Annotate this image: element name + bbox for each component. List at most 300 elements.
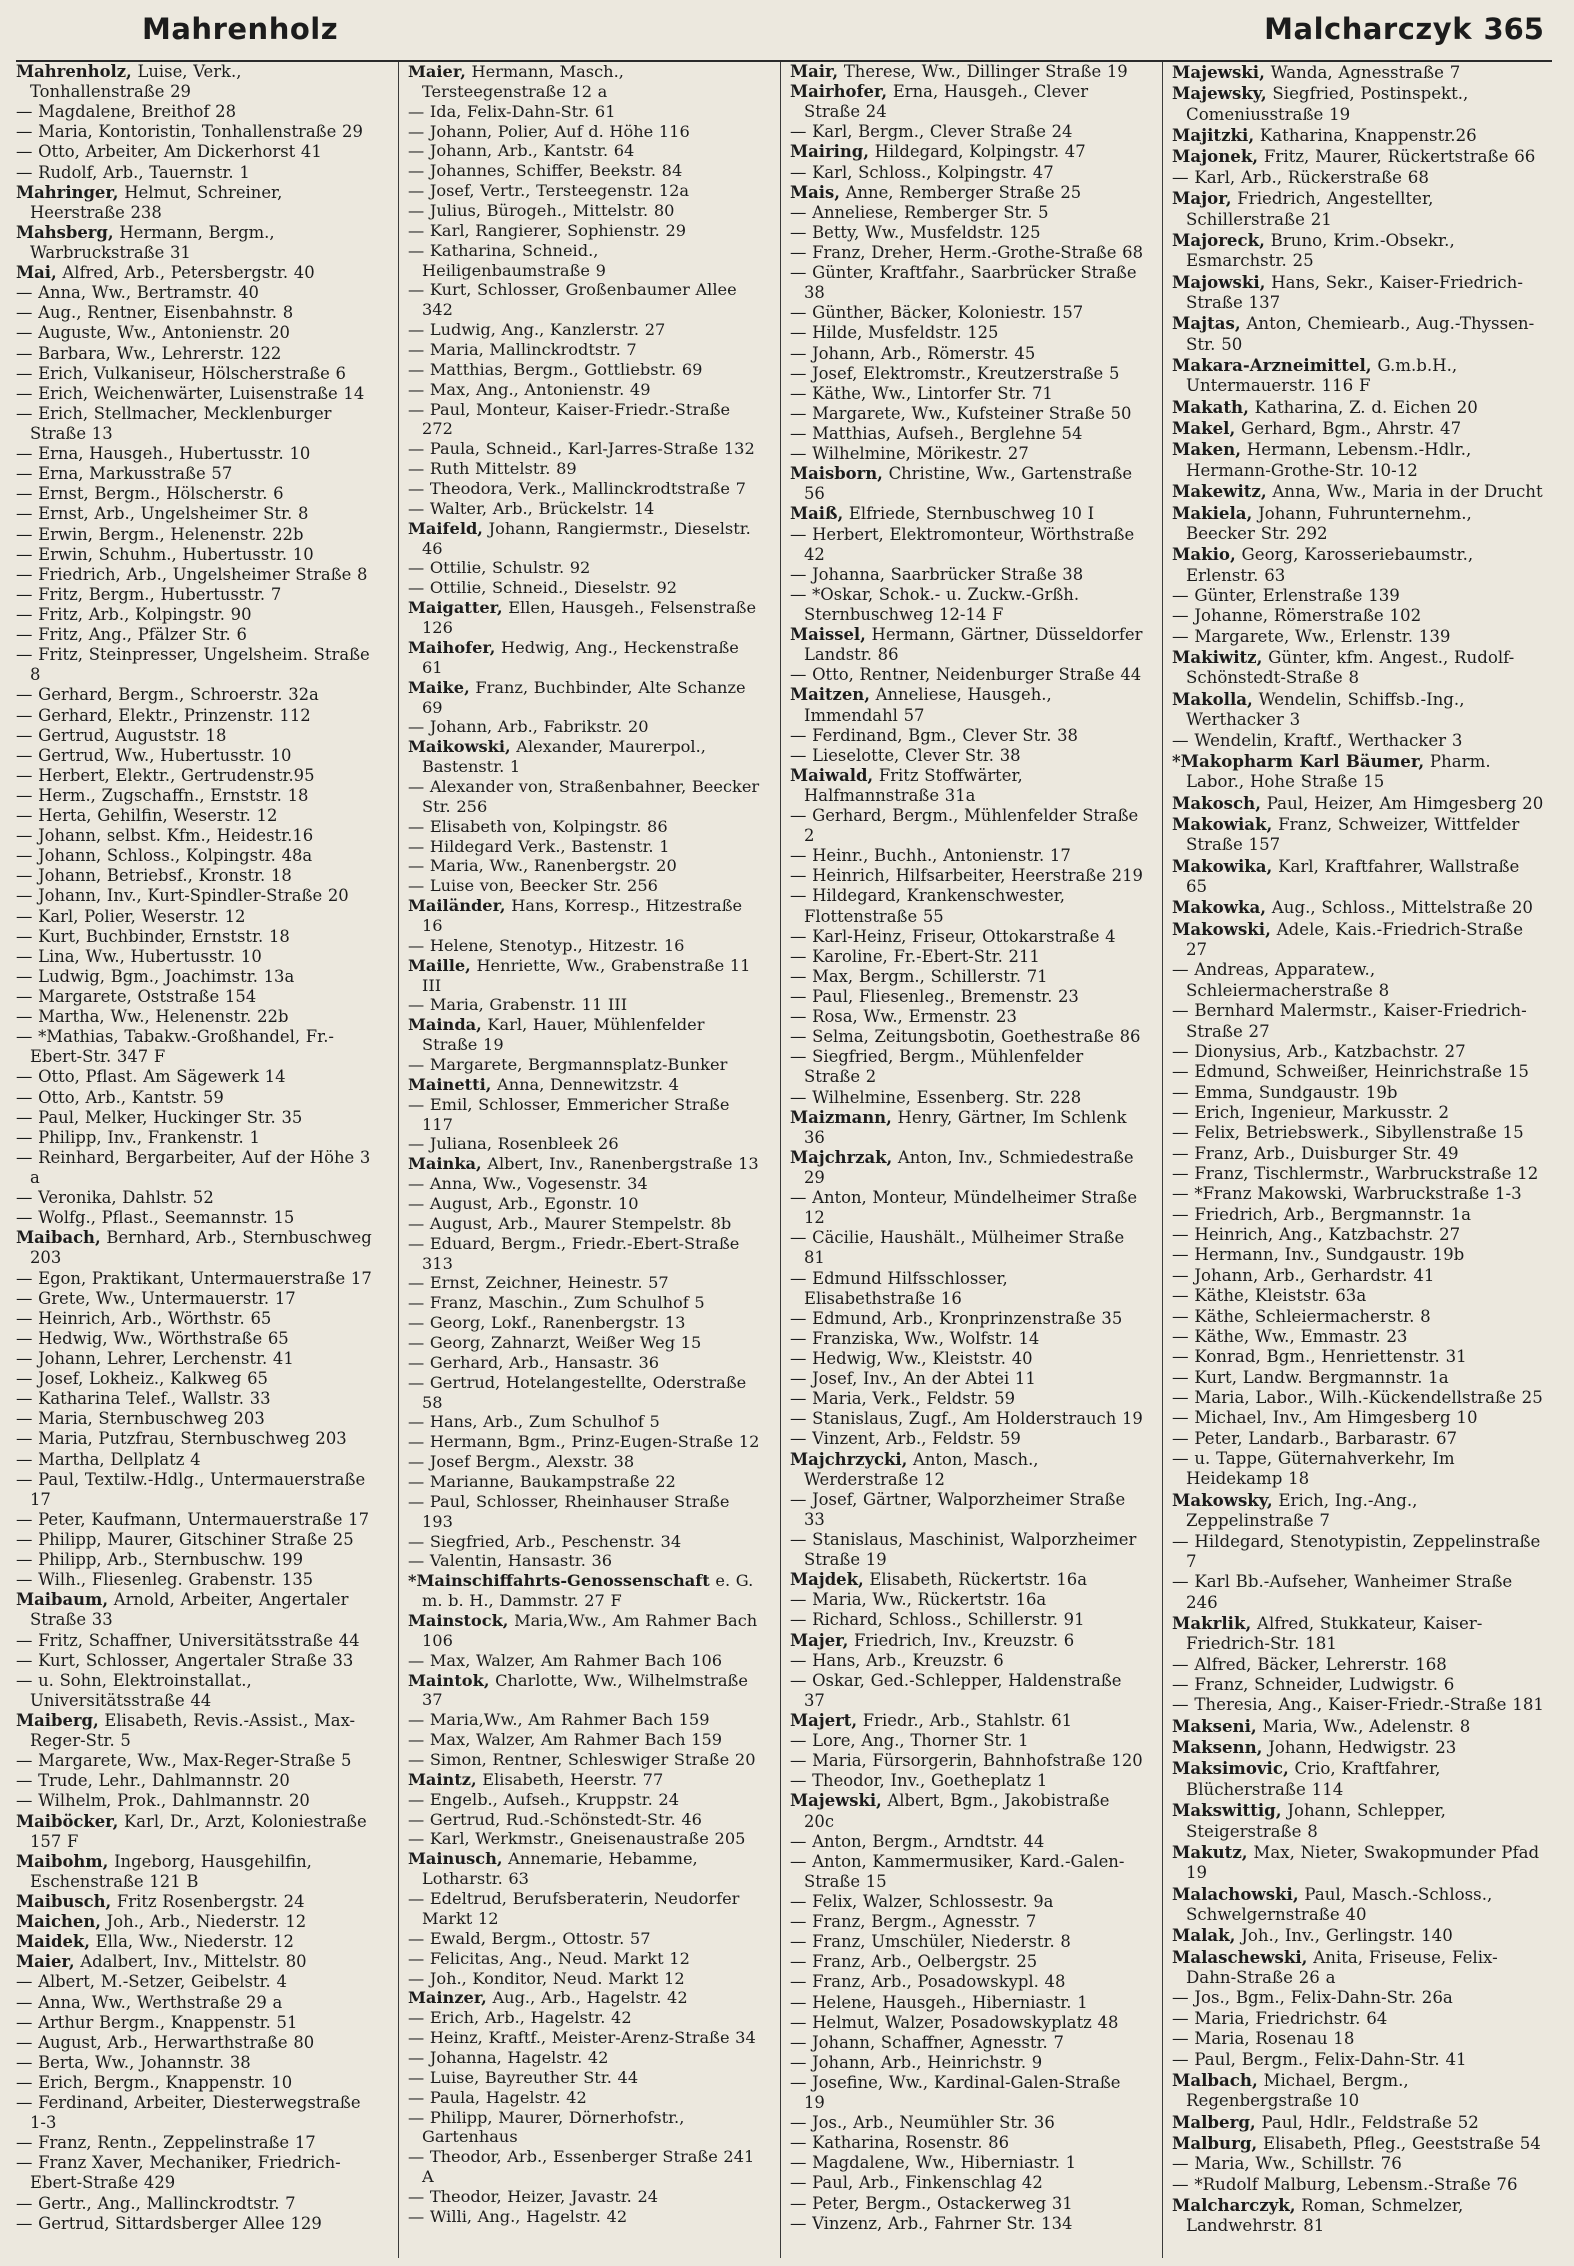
entry-details: — Otto, Arbeiter, Am Dickerhorst 41 [16, 142, 322, 162]
entry-details: — Gerhard, Bergm., Schroerstr. 32a [16, 685, 319, 705]
directory-entry [408, 1412, 761, 1432]
directory-entry [1172, 1449, 1546, 1490]
directory-entry [16, 62, 379, 102]
directory-entry [790, 263, 1143, 303]
entry-details: — Kurt, Landw. Bergmannstr. 1a [1172, 1367, 1449, 1387]
directory-entry [16, 645, 379, 685]
entry-details: — Johann, Inv., Kurt-Spindler-Straße 20 [16, 886, 349, 906]
directory-entry [16, 1208, 379, 1228]
entry-details: — Fritz, Ang., Pfälzer Str. 6 [16, 625, 247, 645]
directory-entry [1172, 1490, 1546, 1532]
directory-entry [16, 1812, 379, 1852]
entry-details: — u. Tappe, Güternahverkehr, Im Heidekamp 18 [1172, 1449, 1455, 1489]
directory-entry [1172, 1572, 1546, 1613]
directory-entry [790, 384, 1143, 404]
entry-details: — Vinzent, Arb., Feldstr. 59 [790, 1429, 1021, 1449]
entry-surname: *Makopharm Karl Bäumer, [1172, 750, 1425, 771]
directory-entry [790, 766, 1143, 806]
directory-entry [408, 1055, 761, 1075]
directory-entry [1172, 439, 1546, 481]
entry-details: — Heinrich, Ang., Katzbachstr. 27 [1172, 1225, 1461, 1245]
entry-details: — Gerhard, Elektr., Prinzenstr. 112 [16, 705, 311, 725]
entry-surname: Majonek, [1172, 146, 1259, 167]
entry-details: — Egon, Praktikant, Untermauerstraße 17 [16, 1268, 372, 1288]
directory-entry [16, 2133, 379, 2153]
entry-details: — Margarete, Ww., Kufsteiner Straße 50 [790, 403, 1132, 423]
entry-details: — Siegfried, Arb., Peschenstr. 34 [408, 1531, 682, 1551]
directory-entry [1172, 1286, 1546, 1306]
directory-entry [408, 856, 761, 876]
entry-details: Aug., Schloss., Mittelstraße 20 [1266, 898, 1533, 918]
directory-entry [16, 183, 379, 223]
entry-details: — Maria, Verk., Feldstr. 59 [790, 1389, 1016, 1409]
entry-details: — Heinr., Buchh., Antonienstr. 17 [790, 846, 1071, 866]
directory-entry [16, 1007, 379, 1027]
directory-entry [1172, 418, 1546, 439]
entry-details: — Wendelin, Kraftf., Werthacker 3 [1172, 730, 1463, 750]
directory-entry [16, 1429, 379, 1449]
entry-details: — Stanislaus, Maschinist, Walporzheimer Straße 19 [790, 1529, 1137, 1570]
directory-entry [1172, 814, 1546, 856]
directory-entry [790, 967, 1143, 987]
entry-details: — Johann, Lehrer, Lerchenstr. 41 [16, 1349, 294, 1368]
entry-details: — Hans, Arb., Zum Schulhof 5 [408, 1412, 660, 1432]
entry-details: — Käthe, Kleiststr. 63a [1172, 1286, 1367, 1306]
directory-entry [16, 786, 379, 806]
directory-entry [408, 1154, 761, 1174]
directory-entry [790, 927, 1143, 947]
directory-entry [790, 464, 1143, 504]
directory-entry [16, 726, 379, 746]
entry-details: — Franz, Umschüler, Niederstr. 8 [790, 1932, 1071, 1952]
directory-entry [16, 806, 379, 826]
entry-details: — Lore, Ang., Thorner Str. 1 [790, 1731, 1029, 1751]
directory-entry [1172, 627, 1546, 647]
entry-details: — Fritz, Schaffner, Universitätsstraße 44 [16, 1630, 360, 1650]
entry-surname: Maintz, [408, 1769, 477, 1789]
directory-entry [16, 1952, 379, 1972]
entry-surname: Mahringer, [16, 182, 119, 202]
entry-details: — Felix, Betriebswerk., Sibyllenstraße 15 [1172, 1123, 1524, 1143]
directory-entry [1172, 1695, 1546, 1715]
entry-surname: Mahrenholz, [16, 62, 132, 81]
directory-entry [408, 817, 761, 837]
entry-details: — Erwin, Schuhm., Hubertusstr. 10 [16, 544, 314, 564]
directory-entry [790, 685, 1143, 725]
directory-entry [1172, 1144, 1546, 1164]
entry-details: — Katharina, Schneid., Heiligenbaumstraße 9 [408, 240, 606, 280]
entry-details: — Eduard, Bergm., Friedr.-Ebert-Straße 313 [408, 1233, 740, 1273]
entry-details: Arnold, Arbeiter, Angertaler Straße 33 [30, 1590, 349, 1630]
directory-entry [408, 2048, 761, 2068]
directory-entry [408, 439, 761, 459]
directory-entry [16, 102, 379, 122]
directory-entry [408, 181, 761, 201]
entry-details: — Ruth Mittelstr. 89 [408, 459, 577, 479]
entry-details: Fritz, Maurer, Rückertstraße 66 [1258, 147, 1536, 167]
directory-entry [16, 1570, 379, 1590]
entry-details: — Georg, Zahnarzt, Weißer Weg 15 [408, 1333, 702, 1352]
entry-surname: Majchrzycki, [790, 1449, 908, 1469]
directory-entry [790, 504, 1143, 524]
directory-entry [408, 161, 761, 181]
directory-entry [1172, 1123, 1546, 1143]
entry-details: Therese, Ww., Dillinger Straße 19 [838, 62, 1128, 81]
entry-details: — Käthe, Schleiermacherstr. 8 [1172, 1306, 1431, 1326]
entry-surname: Makutz, [1172, 1841, 1248, 1862]
entry-details: — Gertrud, Hotelangestellte, Oderstraße 58 [408, 1372, 747, 1412]
entry-details: — Peter, Landarb., Barbarastr. 67 [1172, 1428, 1458, 1448]
entry-details: — Auguste, Ww., Antonienstr. 20 [16, 323, 290, 343]
directory-entry [16, 927, 379, 947]
entry-details: — Heinrich, Hilfsarbeiter, Heerstraße 219 [790, 866, 1143, 886]
entry-details: Wanda, Agnesstraße 7 [1264, 63, 1461, 82]
directory-entry [16, 404, 379, 444]
entry-details: — Johanne, Römerstraße 102 [1172, 606, 1422, 626]
entry-details: — Gerhard, Bergm., Mühlenfelder Straße 2 [790, 806, 1139, 846]
entry-details: — Karl, Polier, Weserstr. 12 [16, 906, 246, 926]
entry-details: — Paula, Schneid., Karl-Jarres-Straße 132 [408, 439, 755, 459]
directory-entry [408, 1969, 761, 1989]
entry-details: Günter, kfm. Angest., Rudolf-Schönstedt-Straße 8 [1186, 648, 1515, 688]
entry-details: — Maria, Sternbuschweg 203 [16, 1409, 265, 1429]
entry-surname: Maibaum, [16, 1590, 109, 1610]
entry-details: — Anton, Kammermusiker, Kard.-Galen-Straße 15 [790, 1851, 1125, 1891]
entry-details: — Stanislaus, Zugf., Am Holderstrauch 19 [790, 1409, 1143, 1429]
entry-details: — Erich, Bergm., Knappenstr. 10 [16, 2072, 293, 2092]
entry-surname: Malaschewski, [1172, 1946, 1308, 1967]
entry-details: — Alexander von, Straßenbahner, Beecker Str. 256 [408, 776, 760, 816]
directory-entry [408, 995, 761, 1015]
entry-surname: Malbach, [1172, 2069, 1258, 2090]
entry-details: — Ottilie, Schneid., Dieselstr. 92 [408, 578, 678, 598]
entry-details: — Theodor, Inv., Goetheplatz 1 [790, 1771, 1048, 1791]
entry-details: — Magdalene, Ww., Hiberniastr. 1 [790, 2153, 1077, 2173]
entry-details: — Maria, Grabenstr. 11 III [408, 995, 628, 1015]
entry-details: Hildegard, Kolpingstr. 47 [868, 142, 1086, 162]
directory-entry [790, 1932, 1143, 1952]
entry-details: — Engelb., Aufseh., Kruppstr. 24 [408, 1789, 679, 1809]
entry-details: — August, Arb., Egonstr. 10 [408, 1193, 639, 1213]
directory-entry [16, 504, 379, 524]
entry-surname: Maiwald, [790, 765, 874, 785]
entry-details: — Johann, Arb., Heinrichstr. 9 [790, 2052, 1043, 2072]
column-1 [16, 62, 385, 2258]
entry-details: — Felicitas, Ang., Neud. Markt 12 [408, 1948, 690, 1968]
directory-entry [16, 1088, 379, 1108]
page-header [16, 8, 1552, 62]
entry-details: — Erich, Vulkaniseur, Hölscherstraße 6 [16, 363, 346, 383]
entry-details: — Wolfg., Pflast., Seemannstr. 15 [16, 1208, 295, 1228]
directory-entry [790, 1972, 1143, 1992]
directory-entry [790, 344, 1143, 364]
directory-entry [1172, 1613, 1546, 1655]
directory-entry [16, 444, 379, 464]
entry-details: — Franz, Schneider, Ludwigstr. 6 [1172, 1675, 1455, 1695]
entry-details: — Erich, Arb., Hagelstr. 42 [408, 2008, 632, 2028]
entry-details: — Elisabeth von, Kolpingstr. 86 [408, 816, 668, 836]
directory-entry [16, 364, 379, 384]
directory-entry [790, 2153, 1143, 2173]
directory-entry [408, 1849, 761, 1889]
directory-entry [16, 1550, 379, 1570]
entry-surname: Makowski, [1172, 918, 1271, 939]
entry-details: — Maria, Putzfrau, Sternbuschweg 203 [16, 1429, 347, 1449]
entry-surname: Maissel, [790, 625, 866, 645]
entry-details: — Franziska, Ww., Wolfstr. 14 [790, 1328, 1040, 1348]
entry-details: — Aug., Rentner, Eisenbahnstr. 8 [16, 303, 294, 323]
directory-entry [408, 1889, 761, 1929]
entry-details: — Ferdinand, Bgm., Clever Str. 38 [790, 725, 1078, 745]
directory-entry [790, 183, 1143, 203]
directory-entry [1172, 1245, 1546, 1265]
header-first-name: Mahrenholz [142, 12, 339, 46]
directory-entry [408, 2187, 761, 2207]
directory-entry [1172, 1042, 1546, 1062]
directory-entry [1172, 1884, 1546, 1926]
entry-details: Johann, Hedwigstr. 23 [1262, 1738, 1457, 1758]
entry-details: Henry, Gärtner, Im Schlenk 36 [804, 1107, 1127, 1147]
entry-surname: Maier, [408, 62, 466, 81]
directory-entry [408, 2207, 761, 2227]
directory-entry [790, 1751, 1143, 1771]
entry-details: — Katharina, Rosenstr. 86 [790, 2133, 1010, 2153]
directory-entry [408, 1472, 761, 1492]
directory-columns [16, 62, 1552, 2258]
directory-entry [16, 1108, 379, 1128]
directory-entry [408, 1134, 761, 1154]
entry-details: — Franz, Arb., Oelbergstr. 25 [790, 1952, 1038, 1972]
entry-details: — Ferdinand, Arbeiter, Diesterwegstraße 1-3 [16, 2093, 361, 2133]
entry-details: Michael, Bergm., Regenbergstraße 10 [1186, 2070, 1409, 2111]
directory-entry [790, 1952, 1143, 1972]
directory-entry [16, 1329, 379, 1349]
directory-entry [408, 2068, 761, 2088]
directory-entry [408, 380, 761, 400]
directory-entry [1172, 1388, 1546, 1408]
entry-details: — Josef, Inv., An der Abtei 11 [790, 1369, 1036, 1389]
directory-entry [16, 987, 379, 1007]
entry-surname: Makath, [1172, 396, 1249, 417]
entry-details: Elfriede, Sternbuschweg 10 I [843, 504, 1095, 524]
entry-surname: Maichen, [16, 1912, 101, 1932]
entry-details: Albert, Inv., Ranenbergstraße 13 [481, 1154, 759, 1174]
entry-details: Anton, Inv., Schmiedestraße 29 [804, 1147, 1134, 1188]
entry-details: — Karl Bb.-Aufseher, Wanheimer Straße 246 [1172, 1572, 1513, 1612]
entry-details: — Johann, Arb., Fabrikstr. 20 [408, 717, 649, 737]
entry-details: — Otto, Arb., Kantstr. 59 [16, 1087, 224, 1107]
entry-details: — Ottilie, Schulstr. 92 [408, 558, 591, 578]
directory-entry [1172, 606, 1546, 626]
entry-details: — Philipp, Maurer, Gitschiner Straße 25 [16, 1529, 354, 1549]
entry-surname: Majdek, [790, 1570, 864, 1590]
entry-details: Anton, Masch., Werderstraße 12 [804, 1449, 1039, 1489]
entry-details: Johann, Rangiermstr., Dieselstr. 46 [422, 518, 751, 558]
entry-details: Albert, Bgm., Jakobistraße 20c [804, 1791, 1110, 1831]
entry-details: Elisabeth, Revis.-Assist., Max-Reger-Str. 5 [30, 1710, 356, 1751]
entry-details: Siegfried, Postinspekt., Comeniusstraße 19 [1186, 84, 1469, 124]
directory-entry [408, 1929, 761, 1949]
directory-entry [790, 122, 1143, 142]
entry-details: — Karl, Rangierer, Sophienstr. 29 [408, 220, 687, 240]
directory-entry [790, 1651, 1143, 1671]
directory-entry [16, 625, 379, 645]
entry-surname: Malcharczyk, [1172, 2195, 1296, 2216]
entry-details: — Fritz, Bergm., Hubertusstr. 7 [16, 584, 282, 604]
entry-details: Elisabeth, Pfleg., Geeststraße 54 [1257, 2133, 1541, 2153]
entry-surname: Mai, [16, 263, 57, 283]
directory-entry [16, 263, 379, 283]
entry-surname: Makowika, [1172, 855, 1273, 876]
entry-details: Pharm. Labor., Hohe Straße 15 [1186, 751, 1491, 792]
directory-entry [790, 1490, 1143, 1530]
directory-entry [16, 545, 379, 565]
directory-entry [16, 1852, 379, 1892]
directory-entry [790, 987, 1143, 1007]
directory-entry [790, 1269, 1143, 1309]
directory-entry [1172, 1925, 1546, 1946]
directory-entry [1172, 1947, 1546, 1989]
directory-entry [16, 1067, 379, 1087]
entry-details: Alexander, Maurerpol., Bastenstr. 1 [422, 737, 706, 777]
entry-surname: Mairhofer, [790, 82, 888, 102]
directory-entry [16, 1751, 379, 1771]
entry-surname: Makseni, [1172, 1715, 1257, 1736]
entry-surname: *Mainschiffahrts-Genossenschaft [408, 1571, 710, 1591]
directory-entry [1172, 856, 1546, 898]
directory-entry [790, 866, 1143, 886]
directory-entry [408, 499, 761, 519]
directory-entry [790, 2013, 1143, 2033]
directory-entry [790, 1852, 1143, 1892]
directory-entry [1172, 2175, 1546, 2195]
directory-entry [16, 1631, 379, 1651]
entry-details: — Maria, Labor., Wilh.-Kückendellstraße 25 [1172, 1388, 1543, 1407]
directory-entry [16, 1972, 379, 1992]
entry-details: — Heinrich, Arb., Wörthstr. 65 [16, 1308, 272, 1328]
directory-entry [790, 1369, 1143, 1389]
entry-details: — Maria, Ww., Schillstr. 76 [1172, 2154, 1402, 2174]
entry-details: — Andreas, Apparatew., Schleiermacherstraße 8 [1172, 960, 1390, 1000]
entry-details: — Hildegard, Krankenschwester, Flottenstraße 55 [790, 886, 1065, 926]
directory-entry [1172, 272, 1546, 314]
entry-details: — Franz, Dreher, Herm.-Grothe-Straße 68 [790, 242, 1144, 262]
entry-surname: Malberg, [1172, 2111, 1256, 2132]
entry-details: — Arthur Bergm., Knappenstr. 51 [16, 2012, 298, 2032]
entry-details: — Luise, Bayreuther Str. 44 [408, 2067, 639, 2087]
entry-details: — Wilhelm, Prok., Dahlmannstr. 20 [16, 1791, 310, 1811]
entry-details: Paul, Heizer, Am Himgesberg 20 [1260, 793, 1544, 813]
directory-entry [408, 1492, 761, 1532]
entry-details: — Alfred, Bäcker, Lehrerstr. 168 [1172, 1654, 1447, 1674]
entry-details: — Johannes, Schiffer, Beekstr. 84 [408, 161, 683, 181]
entry-details: — Hermann, Inv., Sundgaustr. 19b [1172, 1245, 1465, 1265]
directory-entry [790, 1429, 1143, 1449]
entry-surname: Majewski, [790, 1791, 882, 1811]
entry-details: Karl, Hauer, Mühlenfelder Straße 19 [422, 1015, 705, 1055]
directory-entry [408, 141, 761, 161]
entry-surname: Majtas, [1172, 313, 1241, 334]
directory-entry [408, 2108, 761, 2148]
entry-surname: Makosch, [1172, 792, 1261, 813]
directory-entry [1172, 2154, 1546, 2174]
entry-details: — Hermann, Bgm., Prinz-Eugen-Straße 12 [408, 1432, 760, 1452]
entry-surname: Maizmann, [790, 1107, 892, 1127]
entry-details: — Maria, Friedrichstr. 64 [1172, 2008, 1388, 2028]
directory-entry [16, 163, 379, 183]
directory-entry [790, 323, 1143, 343]
entry-details: — Johann, Arb., Kantstr. 64 [408, 141, 635, 161]
directory-entry [1172, 2133, 1546, 2154]
directory-entry [16, 2194, 379, 2214]
entry-details: — Vinzenz, Arb., Fahrner Str. 134 [790, 2213, 1073, 2233]
directory-entry [16, 303, 379, 323]
entry-details: — Julius, Bürogeh., Mittelstr. 80 [408, 201, 675, 221]
entry-details: — Johann, Arb., Gerhardstr. 41 [1172, 1265, 1435, 1285]
entry-details: — Emma, Sundgaustr. 19b [1172, 1082, 1398, 1102]
entry-details: — Theodor, Heizer, Javastr. 24 [408, 2186, 659, 2206]
directory-entry [1172, 355, 1546, 397]
entry-details: Anna, Ww., Maria in der Drucht [1266, 482, 1543, 502]
directory-entry [1172, 1225, 1546, 1245]
entry-surname: Makiela, [1172, 502, 1253, 523]
entry-details: — Albert, M.-Setzer, Geibelstr. 4 [16, 1972, 287, 1992]
entry-surname: Maintok, [408, 1670, 490, 1690]
entry-details: — Martha, Dellplatz 4 [16, 1449, 201, 1469]
directory-entry [790, 1108, 1143, 1148]
directory-entry [16, 706, 379, 726]
entry-details: Hermann, Masch., Tersteegenstraße 12 a [422, 62, 624, 101]
entry-surname: Maitzen, [790, 685, 870, 705]
directory-entry [16, 1188, 379, 1208]
directory-entry [408, 1551, 761, 1571]
entry-details: Hermann, Bergm., Warbruckstraße 31 [30, 222, 275, 262]
entry-details: — Franz, Arb., Duisburger Str. 49 [1172, 1143, 1459, 1163]
entry-details: — Grete, Ww., Untermauerstr. 17 [16, 1288, 296, 1308]
directory-entry [408, 1333, 761, 1353]
entry-details: Erich, Ing.-Ang., Zeppelinstraße 7 [1186, 1490, 1418, 1531]
entry-details: — *Mathias, Tabakw.-Großhandel, Fr.-Ebert-Str. 347 F [16, 1027, 334, 1067]
directory-entry [1172, 647, 1546, 689]
directory-entry [790, 625, 1143, 665]
entry-details: Karl, Kraftfahrer, Wallstraße 65 [1186, 856, 1520, 897]
directory-entry [16, 484, 379, 504]
entry-details: Elisabeth, Rückertstr. 16a [863, 1570, 1087, 1590]
entry-details: Maria, Ww., Adelenstr. 8 [1256, 1716, 1471, 1736]
entry-details: Hermann, Gärtner, Düsseldorfer Landstr. 86 [804, 625, 1143, 665]
entry-details: — Rudolf, Arb., Tauernstr. 1 [16, 162, 250, 182]
entry-surname: Majitzki, [1172, 125, 1255, 146]
directory-entry [16, 1289, 379, 1309]
directory-entry [16, 464, 379, 484]
entry-details: Anton, Chemiearb., Aug.-Thyssen-Str. 50 [1186, 314, 1535, 354]
entry-details: — Johann, selbst. Kfm., Heidestr.16 [16, 826, 314, 846]
directory-entry [16, 907, 379, 927]
directory-entry [16, 1269, 379, 1289]
entry-surname: Majert, [790, 1710, 858, 1730]
directory-entry [408, 578, 761, 598]
directory-entry [790, 1148, 1143, 1188]
entry-details: Bruno, Krim.-Obsekr., Esmarchstr. 25 [1186, 230, 1455, 271]
directory-entry [790, 585, 1143, 625]
directory-entry [1172, 1062, 1546, 1082]
entry-surname: Majchrzak, [790, 1147, 893, 1167]
entry-details: — Philipp, Maurer, Dörnerhofstr., Gartenhaus [408, 2107, 685, 2147]
entry-surname: Makolla, [1172, 688, 1253, 709]
directory-entry [1172, 2050, 1546, 2070]
entry-details: — Fritz, Steinpresser, Ungelsheim. Straße 8 [16, 645, 370, 685]
directory-entry [1172, 751, 1546, 793]
